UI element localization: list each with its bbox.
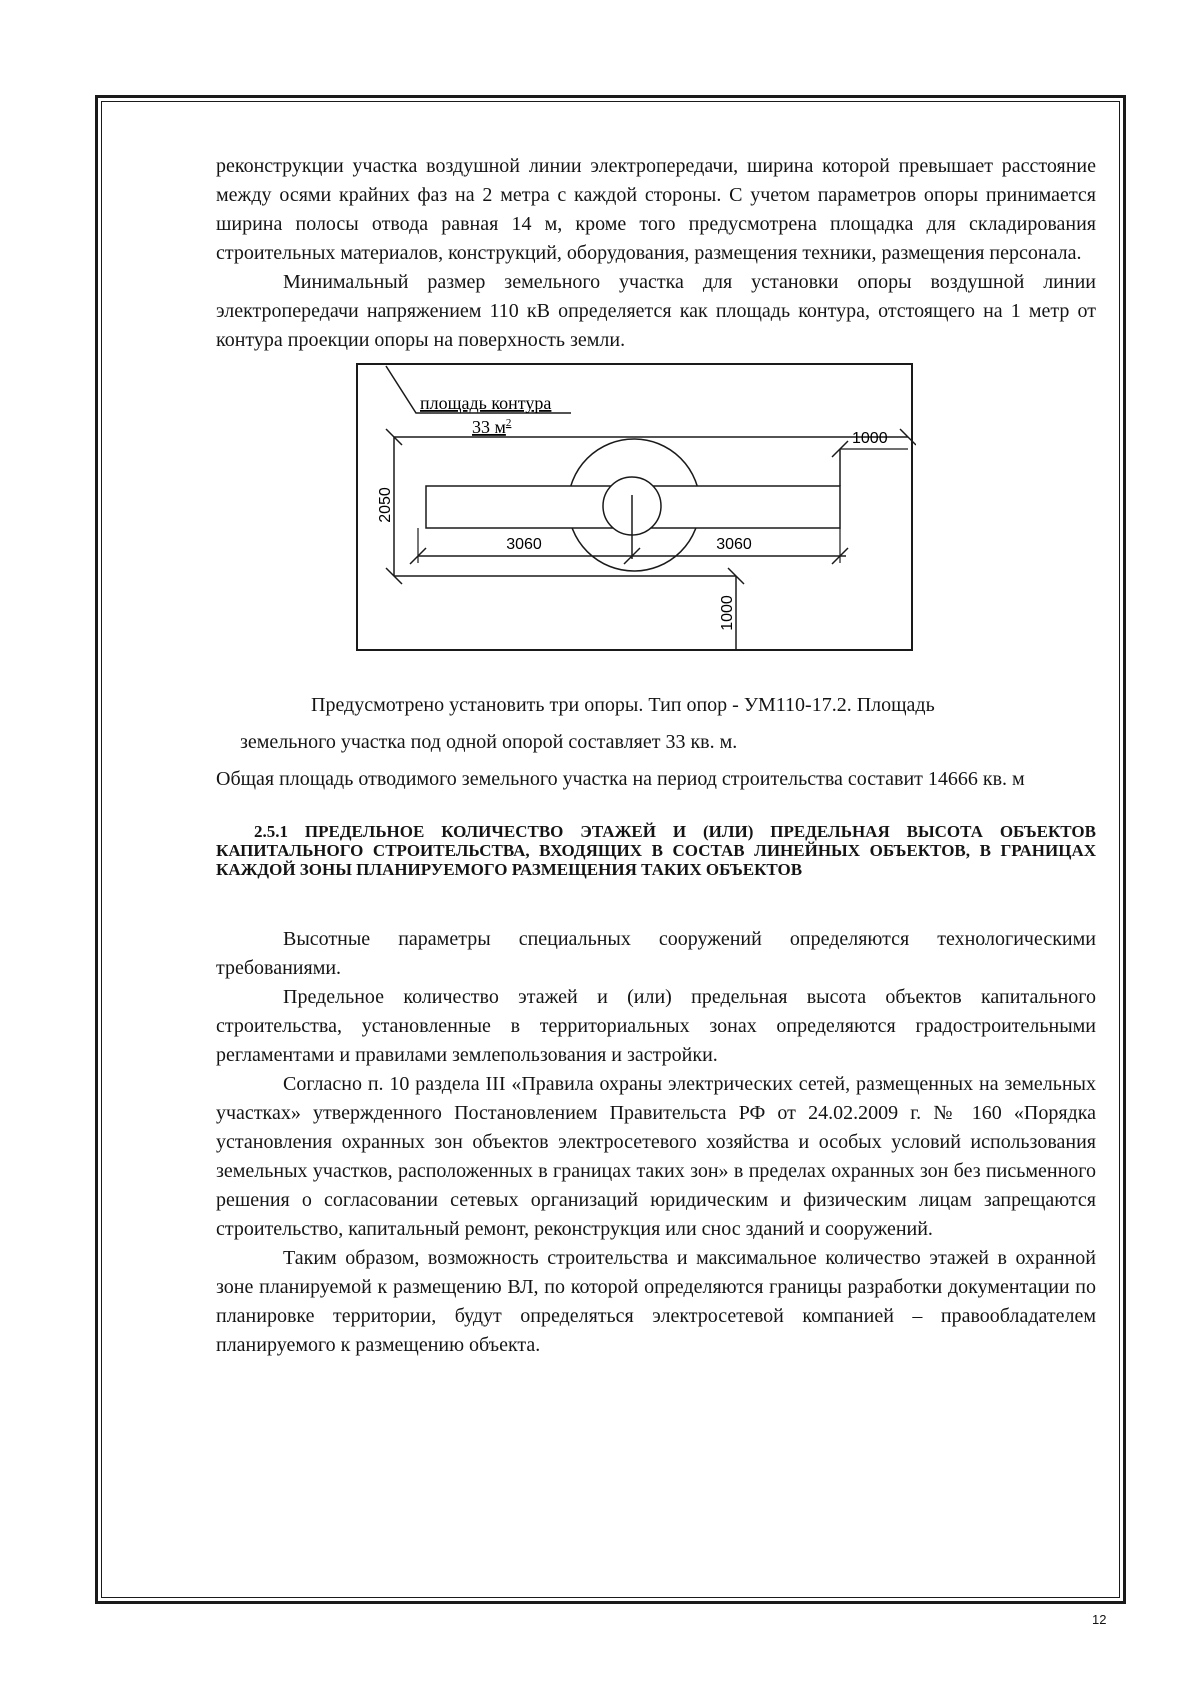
support-plot-diagram [356, 363, 916, 653]
paragraph-height-params: Высотные параметры специальных сооружений определяются технологическими требованиями. [216, 928, 1096, 979]
paragraph-supports-count: Предусмотрено установить три опоры. Тип опор - УМ110-17.2. Площадь [311, 694, 935, 716]
page-content [216, 152, 1096, 1360]
paragraph-min-plot-size: Минимальный размер земельного участка для установки опоры воздушной линии электропередачи напряжением 110 кВ определяется как площадь контура, отстоящего на 1 метр от контура проекции опоры на поверхность земли. [216, 271, 1096, 351]
paragraph-plot-area: земельного участка под одной опорой составляет 33 кв. м. [240, 731, 738, 753]
contour-area-value: 33 $м^2$ [472, 417, 512, 437]
paragraph-total-area: Общая площадь отводимого земельного участка на период строительства составит 14666 кв. м [216, 768, 1025, 790]
paragraph-conclusion: Таким образом, возможность строительства и максимальное количество этажей в охранной зоне планируемой к размещению ВЛ, по которой определяются границы разработки документации по планировке территории, будут определяться электросетевой компанией – правообладателем планируемого к размещению объекта. [216, 1247, 1096, 1356]
paragraph-strip-width: реконструкции участка воздушной линии электропередачи, ширина которой превышает расстояние между осями крайних фаз на 2 метра с каждой стороны. С учетом параметров опоры принимается ширина полосы отвода равная 14 м, кроме того предусмотрена площадка для складирования строительных материалов, конструкций, оборудования, размещения техники, размещения персонала. [216, 155, 1096, 264]
dim-left-arm-label: 3060 [506, 536, 542, 553]
dim-right-arm-label: 3060 [716, 536, 752, 553]
dim-offset-top-label: 1000 [852, 430, 888, 447]
paragraph-protection-rules: Согласно п. 10 раздела III «Правила охраны электрических сетей, размещенных на земельных участках» утвержденного Постановлением Правительста РФ от 24.02.2009 г. № 160 «Порядка установления охранных зон объектов электросетевого хозяйства и особых условий использования земельных участков, расположенных в границах таких зон» в пределах охранных зон без письменного решения о согласовании сетевых организаций юридическим и физическим лицам запрещаются строительство, капитальный ремонт, реконструкция или снос зданий и сооружений. [216, 1073, 1096, 1240]
paragraph-floor-limit: Предельное количество этажей и (или) предельная высота объектов капитального строительства, установленные в территориальных зонах определяются градостроительными регламентами и правилами землепользования и застройки. [216, 986, 1096, 1066]
dim-height-label: 2050 [377, 487, 394, 523]
dim-offset-bottom-label: 1000 [719, 595, 736, 631]
contour-area-label: площадь контура [420, 393, 552, 413]
section-heading: 2.5.1 ПРЕДЕЛЬНОЕ КОЛИЧЕСТВО ЭТАЖЕЙ И (ИЛИ) ПРЕДЕЛЬНАЯ ВЫСОТА ОБЪЕКТОВ КАПИТАЛЬНОГО СТРОИТЕЛЬСТВА, ВХОДЯЩИХ В СОСТАВ ЛИНЕЙНЫХ ОБЪЕКТОВ, В ГРАНИЦАХ КАЖДОЙ ЗОНЫ ПЛАНИРУЕМОГО РАЗМЕЩЕНИЯ ТАКИХ ОБЪЕКТОВ [216, 822, 1096, 879]
page-number: 12 [1092, 1612, 1107, 1627]
